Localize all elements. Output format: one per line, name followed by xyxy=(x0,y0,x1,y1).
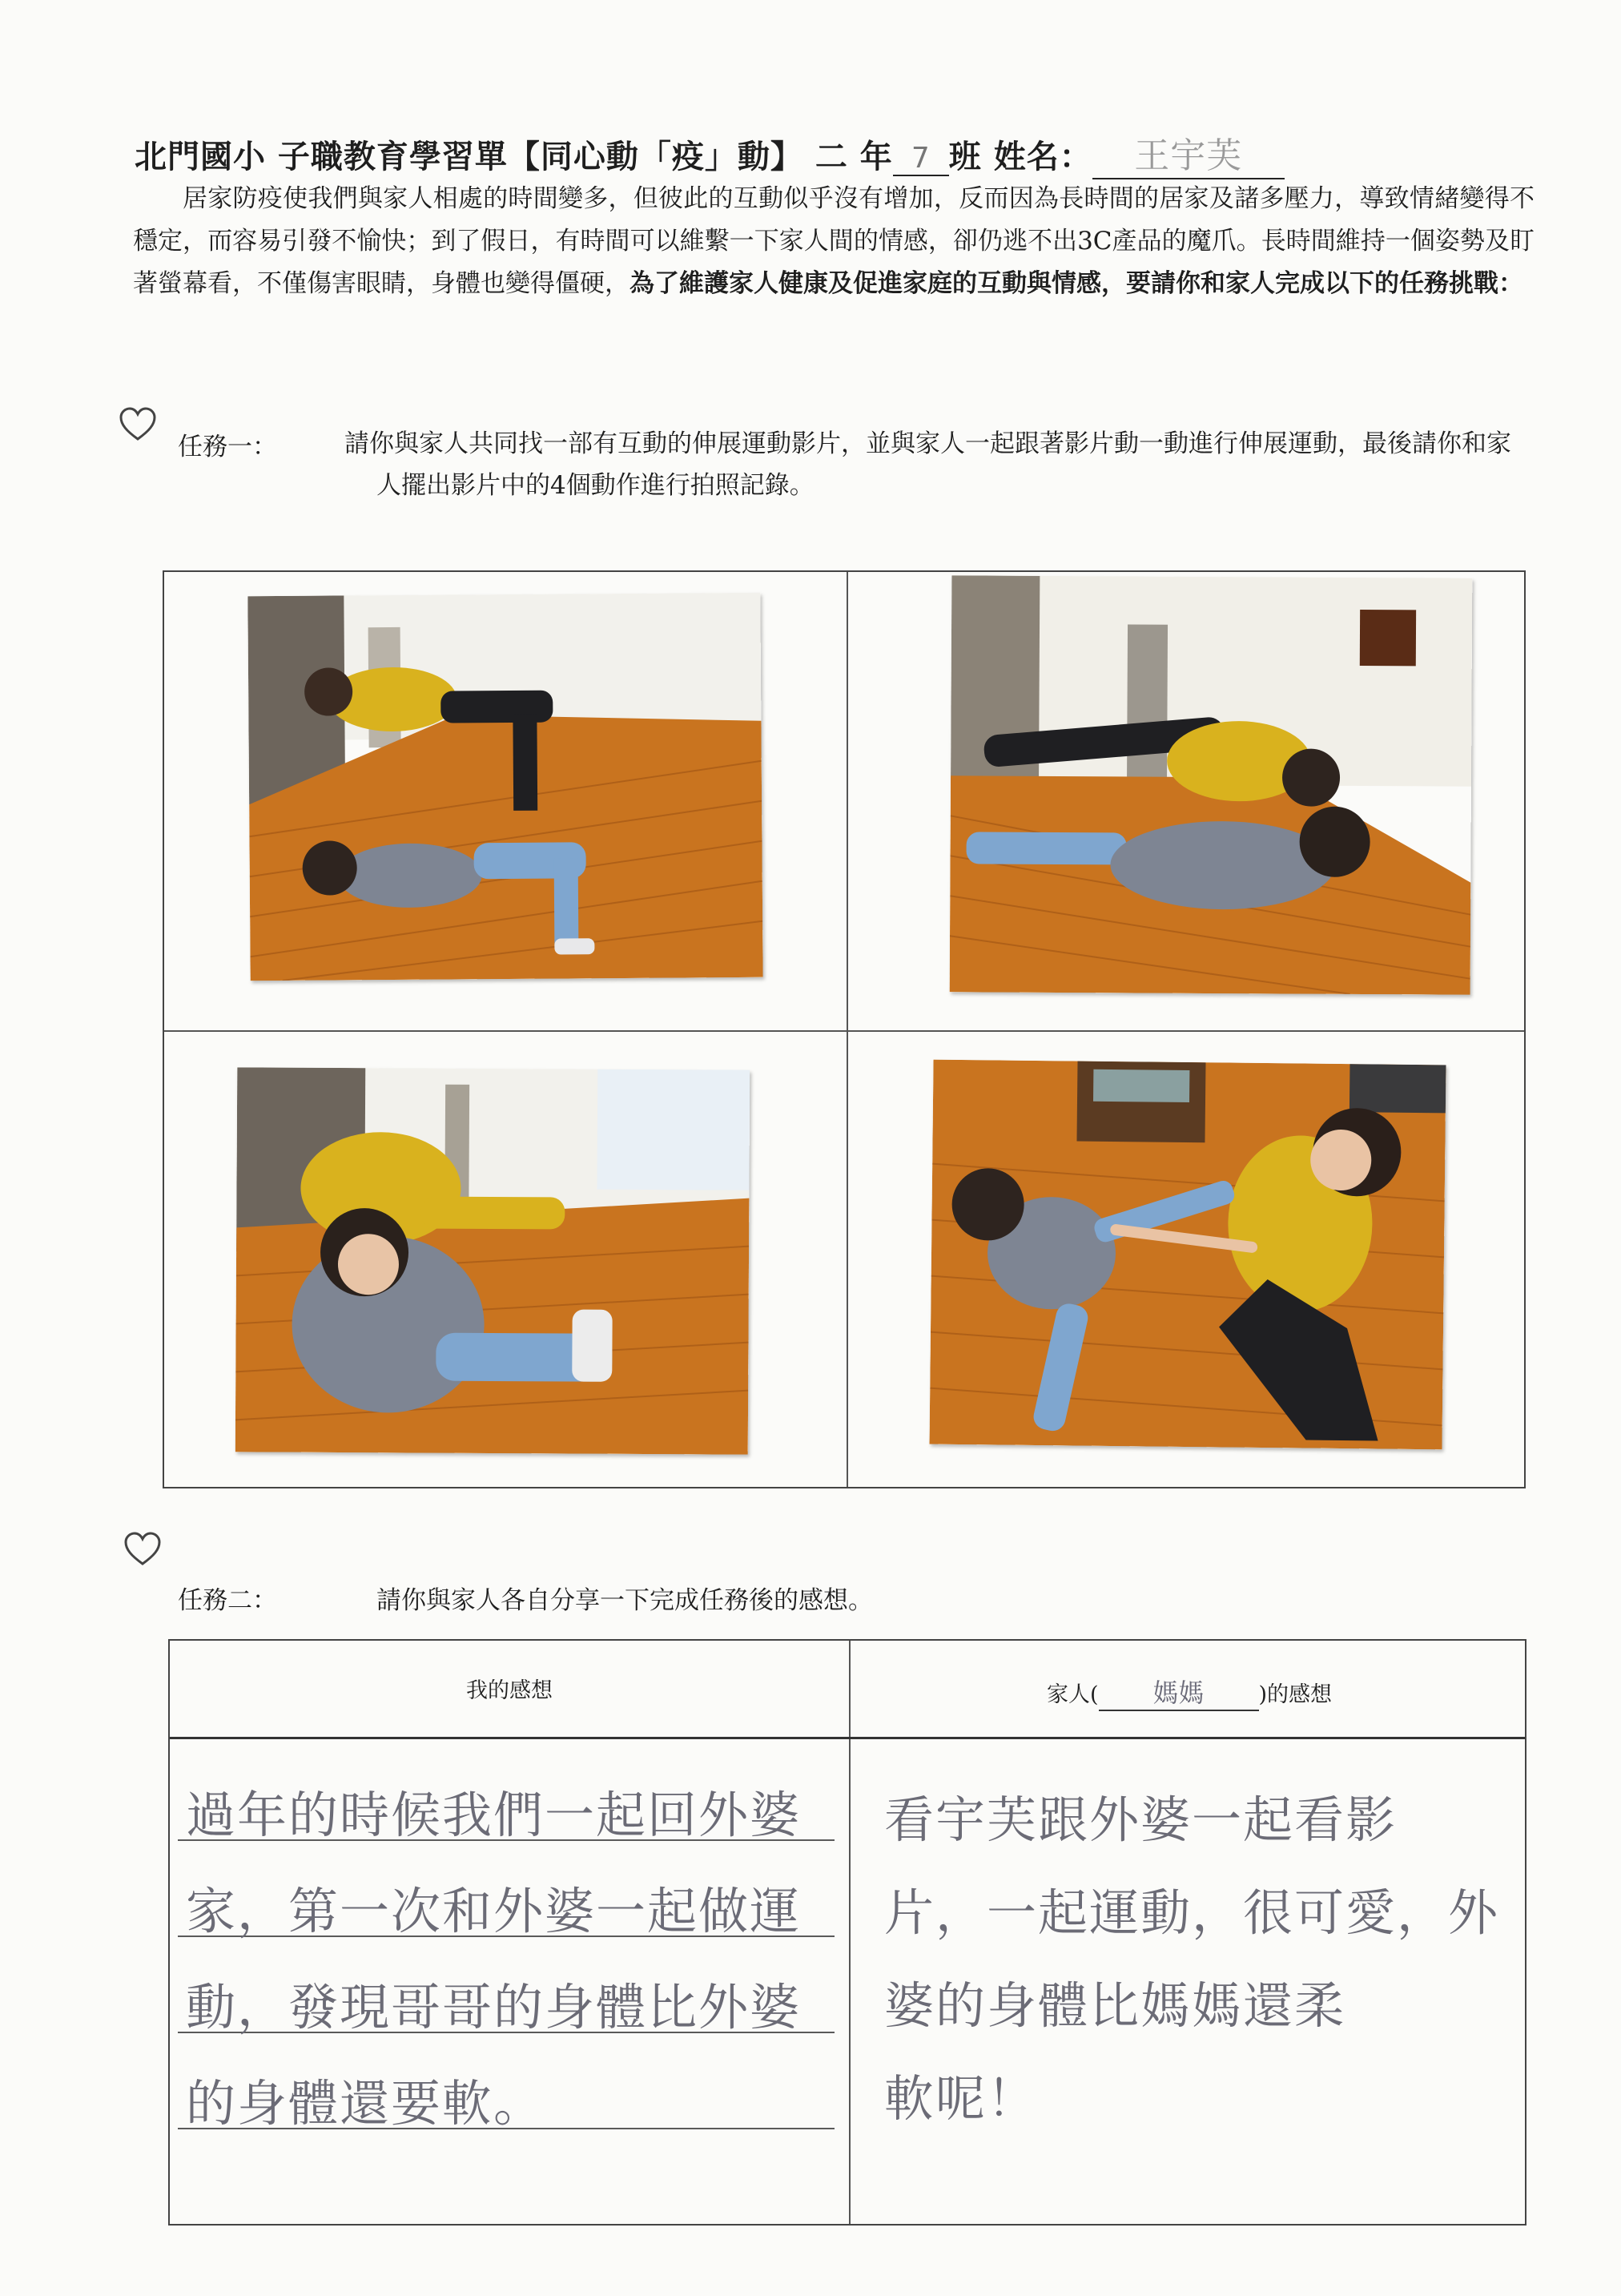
family-member-field[interactable]: 媽媽 xyxy=(1099,1673,1259,1711)
my-reflection-line-3[interactable]: 動，發現哥哥的身體比外婆 xyxy=(186,1978,802,2036)
my-reflection-line-4[interactable]: 的身體還要軟。 xyxy=(186,2074,545,2133)
title-class-suffix: 班 姓名： xyxy=(948,138,1092,175)
photo-grid xyxy=(163,570,1526,1488)
grid-divider-horizontal xyxy=(164,1030,1524,1032)
family-header-suffix: )的感想 xyxy=(1258,1682,1333,1707)
family-reflection-line-2[interactable]: 片，一起運動，很可愛，外 xyxy=(884,1883,1500,1942)
task2-label: 任務二： xyxy=(178,1586,277,1615)
photo-forward-bend xyxy=(235,1067,750,1454)
photo-bridge-pose xyxy=(247,593,762,981)
my-reflection-line-2[interactable]: 家，第一次和外婆一起做運 xyxy=(186,1882,802,1940)
heart-icon xyxy=(123,1532,162,1567)
my-reflection-header: 我的感想 xyxy=(466,1678,553,1703)
task1-text: 請你與家人共同找一部有互動的伸展運動影片，並與家人一起跟著影片動一動進行伸展運動，最後請你和家人擺出影片中的4個動作進行拍照記錄。 xyxy=(344,429,1511,500)
task1-label: 任務一： xyxy=(178,433,277,461)
my-reflection-line-1[interactable]: 過年的時候我們一起回外婆 xyxy=(186,1786,802,1844)
photo-partner-stretch xyxy=(930,1060,1446,1450)
task2-text: 請你與家人各自分享一下完成任務後的感想。 xyxy=(376,1586,873,1615)
table-divider-vertical xyxy=(849,1641,851,2224)
intro-paragraph xyxy=(133,178,1535,305)
grid-divider-vertical xyxy=(847,572,848,1487)
family-reflection-header xyxy=(851,1673,1528,1711)
family-reflection-line-1[interactable]: 看宇芙跟外婆一起看影 xyxy=(884,1790,1398,1849)
student-name-field[interactable]: 王宇芙 xyxy=(1092,127,1285,179)
photo-plank-pose xyxy=(950,575,1473,994)
reflection-table xyxy=(168,1639,1526,2226)
family-reflection-line-3[interactable]: 婆的身體比媽媽還柔 xyxy=(884,1976,1346,2035)
table-divider-horizontal xyxy=(170,1737,1525,1739)
family-header-prefix: 家人( xyxy=(1046,1682,1099,1707)
class-number-field[interactable]: 7 xyxy=(893,142,949,176)
page-title xyxy=(135,127,1496,175)
family-reflection-line-4[interactable]: 軟呢！ xyxy=(884,2069,1039,2128)
intro-emphasis: 為了維護家人健康及促進家庭的互動與情感，要請你和家人完成以下的任務挑戰： xyxy=(629,269,1523,298)
intro-text: 居家防疫使我們與家人相處的時間變多，但彼此的互動似乎沒有增加，反而因為長時間的居家及諸多壓力，導致情緒變得不穩定，而容易引發不愉快；到了假日，有時間可以維繫一下家人間的情感，卻仍逃不出3C產品的魔爪。長時間維持一個姿勢及盯著螢幕看，不僅傷害眼睛，身體也變得僵硬， xyxy=(133,184,1535,298)
title-prefix: 北門國小 子職教育學習單【同心動「疫」動】 二 年 xyxy=(135,138,893,175)
heart-icon xyxy=(119,407,157,442)
